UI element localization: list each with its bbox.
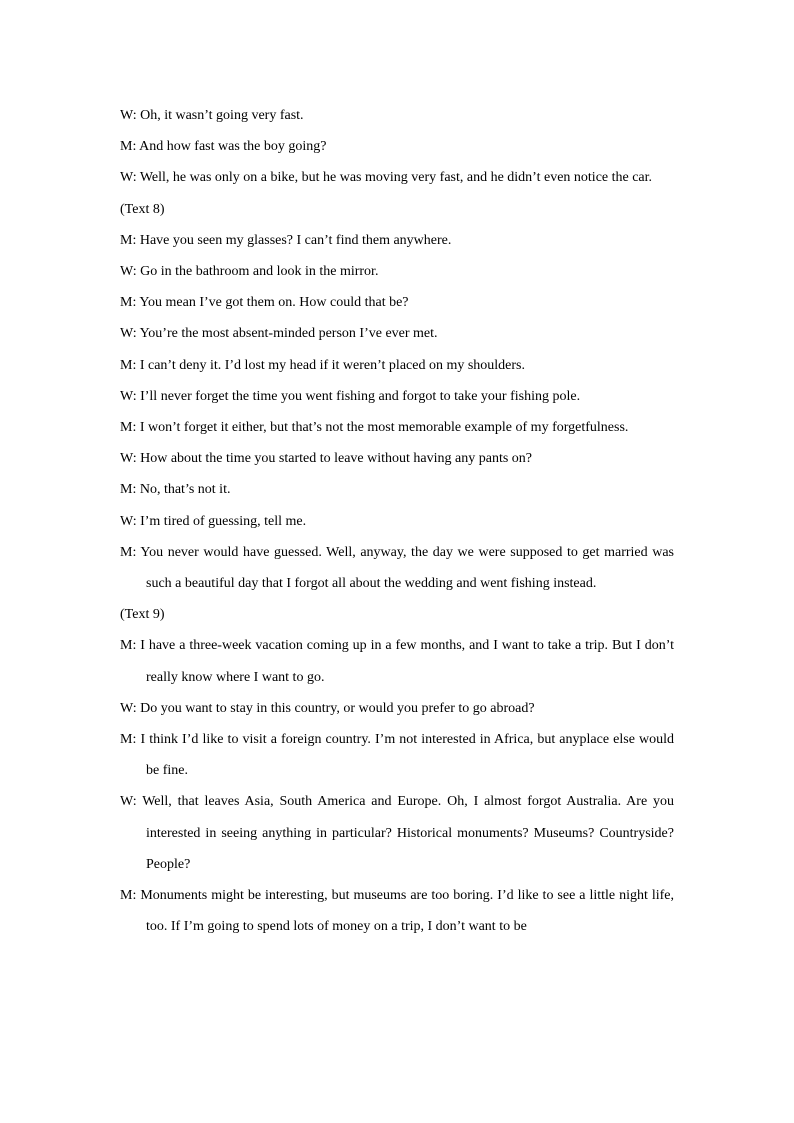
section-label: (Text 9) xyxy=(120,607,165,623)
speaker-label: W: xyxy=(120,170,137,186)
speaker-label: M: xyxy=(120,295,137,311)
dialogue-turn xyxy=(120,162,674,193)
speaker-label: W: xyxy=(120,264,137,280)
speaker-label: W: xyxy=(120,700,137,716)
dialogue-turn xyxy=(120,474,674,505)
speaker-label: M: xyxy=(120,482,137,498)
dialogue-turn xyxy=(120,381,674,412)
utterance-text: You’re the most absent-minded person I’ve ever met. xyxy=(139,326,438,342)
dialogue-transcript xyxy=(120,100,674,942)
speaker-label: M: xyxy=(120,888,137,904)
dialogue-turn xyxy=(120,786,674,880)
dialogue-turn xyxy=(120,506,674,537)
dialogue-turn xyxy=(120,880,674,942)
utterance-text: Well, he was only on a bike, but he was moving very fast, and he didn’t even notice the car. xyxy=(139,170,653,186)
speaker-label: W: xyxy=(120,108,137,123)
utterance-text: And how fast was the boy going? xyxy=(139,139,327,155)
speaker-label: W: xyxy=(120,326,137,342)
dialogue-turn xyxy=(120,318,674,349)
speaker-label: M: xyxy=(120,357,137,373)
speaker-label: W: xyxy=(120,794,137,810)
utterance-text: You never would have guessed. Well, anyway, the day we were supposed to get married was such a beautiful day that I forgot all about the wedding and went fishing instead. xyxy=(140,544,675,592)
dialogue-turn xyxy=(120,630,674,692)
utterance-text: Do you want to stay in this country, or would you prefer to go abroad? xyxy=(140,700,535,716)
dialogue-turn xyxy=(120,724,674,786)
dialogue-turn xyxy=(120,693,674,724)
dialogue-turn xyxy=(120,287,674,318)
dialogue-turn xyxy=(120,225,674,256)
utterance-text: Have you seen my glasses? I can’t find them anywhere. xyxy=(139,232,452,248)
speaker-label: M: xyxy=(120,544,137,560)
dialogue-turn xyxy=(120,537,674,599)
utterance-text: I think I’d like to visit a foreign country. I’m not interested in Africa, but anyplace else would be fine. xyxy=(140,732,675,779)
speaker-label: W: xyxy=(120,388,137,404)
utterance-text: No, that’s not it. xyxy=(139,482,231,498)
speaker-label: W: xyxy=(120,451,137,467)
dialogue-turn xyxy=(120,100,674,131)
utterance-text: I won’t forget it either, but that’s not the most memorable example of my forgetfulness. xyxy=(139,420,629,436)
utterance-text: I’ll never forget the time you went fishing and forgot to take your fishing pole. xyxy=(140,388,581,404)
speaker-label: M: xyxy=(120,732,137,748)
utterance-text: You mean I’ve got them on. How could that be? xyxy=(139,295,409,311)
dialogue-turn xyxy=(120,131,674,162)
speaker-label: M: xyxy=(120,420,137,436)
dialogue-turn xyxy=(120,443,674,474)
utterance-text: How about the time you started to leave without having any pants on? xyxy=(140,451,533,467)
speaker-label: W: xyxy=(120,513,137,529)
speaker-label: M: xyxy=(120,139,137,155)
dialogue-turn xyxy=(120,412,674,443)
utterance-text: Well, that leaves Asia, South America and Europe. Oh, I almost forgot Australia. Are you interested in seeing anything in particular? Historical monuments? Museums? Countryside? People? xyxy=(142,794,674,872)
utterance-text: Monuments might be interesting, but museums are too boring. I’d like to see a little night life, too. If I’m going to spend lots of money on a trip, I don’t want to be xyxy=(140,888,675,935)
dialogue-turn xyxy=(120,350,674,381)
utterance-text: Go in the bathroom and look in the mirror. xyxy=(140,264,379,280)
section-label: (Text 8) xyxy=(120,201,165,217)
utterance-text: I have a three-week vacation coming up in a few months, and I want to take a trip. But I don’t really know where I want to go. xyxy=(140,638,674,685)
utterance-text: I’m tired of guessing, tell me. xyxy=(140,513,307,529)
utterance-text: Oh, it wasn’t going very fast. xyxy=(140,108,304,123)
dialogue-turn xyxy=(120,256,674,287)
utterance-text: I can’t deny it. I’d lost my head if it weren’t placed on my shoulders. xyxy=(139,357,526,373)
speaker-label: M: xyxy=(120,638,137,654)
speaker-label: M: xyxy=(120,232,137,248)
